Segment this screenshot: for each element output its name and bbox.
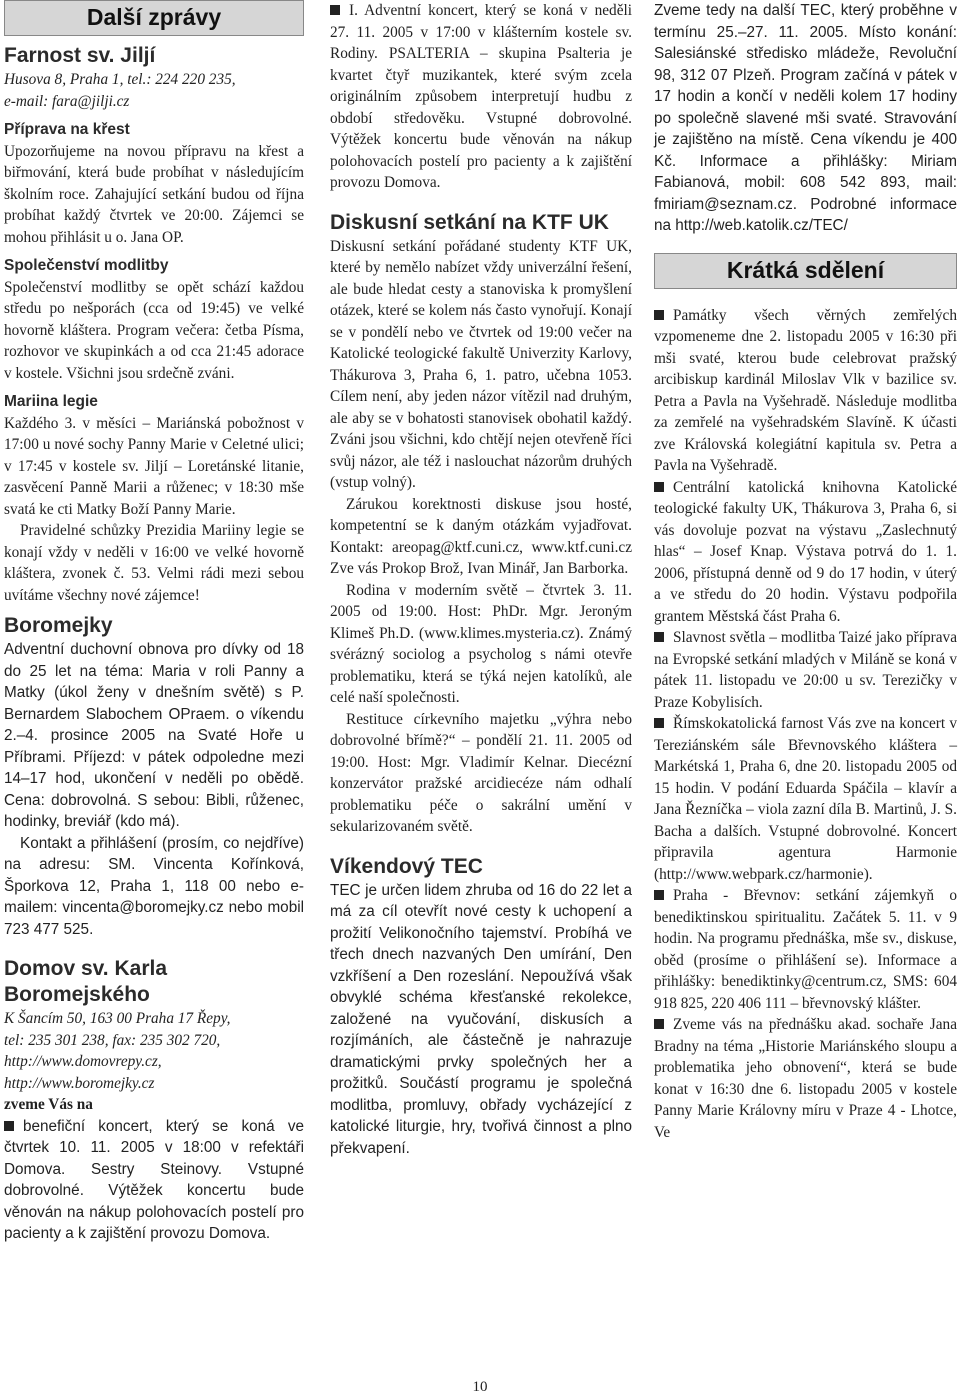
section-banner-dalsi-zpravy: Další zprávy (4, 0, 304, 36)
bullet-square-icon (654, 890, 664, 900)
paragraph-diskusni-2: Zárukou korektnosti diskuse jsou hosté, kompetentní se k daným otázkám vyjadřovat. Kontakt: areopag@ktf.cuni.cz, www.ktf.cuni.cz Zve vás Prokop Brož, Ivan Minář, Jan Barborka. (330, 495, 632, 577)
heading-vikendovy-tec: Víkendový TEC (330, 854, 483, 878)
list-item (654, 477, 957, 628)
list-item (654, 627, 957, 713)
paragraph-diskusni-3: Rodina v moderním světě – čtvrtek 3. 11. 2005 od 19:00. Host: PhDr. Mgr. Jeroným Klimeš Ph.D. (www.klimes.mysteria.cz). Známý svérázný sociolog a psycholog s námi otevře problematiku, která se týká nejen katolíků, ale celé naší společnosti. (330, 581, 632, 706)
heading-boromejky: Boromejky (4, 614, 113, 637)
paragraph-boromejky-2: Kontakt a přihlášení (prosím, co nejdříve) na adresu: SM. Vincenta Kořínková, Šporkova 12, Praha 1, 118 00 nebo e-mailem: vincenta@boromejky.cz nebo mobil 723 477 525. (4, 834, 304, 938)
paragraph-priprava: Upozorňujeme na novou přípravu na křest a biřmování, která bude probíhat v následujícím školním roce. Zahajující setkání budou od října probíhat každý čtvrtek ve 20:00. Zájemci se mohou přihlásit u o. Jana OP. (4, 142, 304, 246)
farnost-contact-line: e-mail: fara@jilji.cz (4, 92, 130, 110)
column-left (4, 0, 304, 1245)
bullet-square-icon (4, 1121, 14, 1131)
paragraph-mariina-1: Každého 3. v měsíci – Mariánská pobožnost v 17:00 u nové sochy Panny Marie v Celetné ulici; v 17:45 v kostele sv. Jiljí – Loretánské litanie, zasvěcení Panně Marii a růženec; v 18:30 mše svatá ke cti Matky Boží Panny Marie. (4, 414, 304, 518)
paragraph-spolecenstvi: Společenství modlitby se opět schází každou středu po nešporách (cca od 19:45) ve velké hovorně kláštera. Program večera: četba Písma, rozhovor ve skupinkách a od cca 21:45 adorace v kostele. Všichni jsou srdečně zváni. (4, 278, 304, 382)
list-item-text: Praha - Břevnov: setkání zájemkyň o benediktinskou spiritualitu. Začátek 5. 11. v 9 hodin. Na programu přednáška, mše sv., diskuse, oběd (prosíme o přihlášení se). Informace a přihlášky: benediktinky@centrum.cz, SMS: 604 918 825, 220 406 111 – břevnovský klášter. (654, 887, 957, 1012)
bullet-square-icon (654, 718, 664, 728)
list-item (654, 305, 957, 477)
heading-domov: Domov sv. Karla Boromejského (4, 957, 168, 1006)
paragraph-tec-continued: Zveme tedy na další TEC, který proběhne v termínu 25.–27. 11. 2005. Místo konání: Salesiánské středisko mládeže, Revoluční 98, 312 07 Plzeň. Program začíná v pátek v 17 hodin a končí v neděli kolem 17 hodiny po společně slavené mši svaté. Stravování je zajištěno na místě. Cena víkendu je 400 Kč. Informace a přihlášky: Miriam Fabianová, mobil: 608 542 893, mail: fmiriam@seznam.cz. Podrobné informace na http://web.katolik.cz/TEC/ (654, 2, 957, 234)
list-item (330, 0, 632, 194)
paragraph-diskusni-4: Restituce církevního majetku „výhra nebo dobrovolné břímě?“ – pondělí 21. 11. 2005 od 19:00. Host: Mgr. Vladimír Kelnar. Diecézní konzervátor pražské arcidiecéze nám odhalí problematiku péče o sakrální umění v sekularizovaném světě. (330, 710, 632, 835)
bullet-square-icon (654, 482, 664, 492)
domov-item-text: benefiční koncert, který se koná ve čtvrtek 10. 11. 2005 v 18:00 v refektáři Domova. Sestry Steinovy. Vstupné dobrovolné. Výtěžek koncertu bude věnován na nákup polohovacích postelí pro pacienty a k zajištění provozu Domova. (4, 1117, 304, 1242)
paragraph-mariina-2: Pravidelné schůzky Prezidia Mariiny legie se konají vždy v neděli v 16:00 ve velké hovorně kláštera, zvonek č. 53. Velmi rádi mezi sebou uvítáme všechny nové zájemce! (4, 522, 304, 604)
bullet-square-icon (654, 1019, 664, 1029)
heading-priprava: Příprava na křest (4, 121, 130, 138)
list-item (654, 1014, 957, 1143)
domov-address-line: tel: 235 301 238, fax: 235 302 720, (4, 1031, 221, 1049)
paragraph-vikendovy-tec: TEC je určen lidem zhruba od 16 do 22 let a má za cíl otevřít nové cesty k uchopení a prožití Velikonočního tajemství. Probíhá ve třech dnech nazvaných Den umírání, Den vzkříšení a Den rozeslání. Nepoužívá však obvyklé schéma křesťanské rekolekce, založené na vyučování, diskusích a rozjímáních, ale částečně je nahrazuje dramatickými prvky společných her a prožitků. Součástí programu je společná modlitba, promluvy, obřady vycházející z katolické liturgie, hry, tvořivá činnost a plno překvapení. (330, 881, 632, 1157)
list-item-text: Památky všech věrných zemřelých vzpomeneme dne 2. listopadu 2005 v 16:30 při mši svaté, kterou bude celebrovat pražský arcibiskup kardinál Miloslav Vlk v bazilice sv. Petra a Pavla na Vyšehradě. Následuje modlitba za zemřelé na vyšehradském Slavíně. K účasti zve Královská kolegiátní kapitula sv. Petra a Pavla na Vyšehradě. (654, 306, 957, 474)
list-item (4, 1116, 304, 1245)
heading-diskusni: Diskusní setkání na KTF UK (330, 210, 609, 234)
farnost-contact-line: Husova 8, Praha 1, tel.: 224 220 235, (4, 71, 236, 88)
bullet-square-icon (330, 5, 340, 15)
list-item (654, 713, 957, 885)
paragraph-boromejky-1: Adventní duchovní obnova pro dívky od 18 do 25 let na téma: Maria v roli Panny a Matky (úkol ženy v dnešním světě) s P. Bernardem Slabochem OPraem. o víkendu 2.–4. prosince 2005 na Svaté Hoře u Příbrami. Příjezd: v pátek odpoledne mezi 14–17 hod, ukončení v neděli po obědě. Cena: dobrovolná. S sebou: Bibli, růženec, hodinky, breviář (kdo má). (4, 641, 304, 830)
domov-invite: zveme Vás na (4, 1096, 93, 1113)
heading-mariina-legie: Mariina legie (4, 393, 98, 410)
list-item-text: Římskokatolická farnost Vás zve na koncert v Tereziánském sále Břevnovského kláštera – Markétská 1, Praha 6, dne 20. listopadu 2005 od 15 hodin. V podání Eduarda Spáčila – klavír a Jana Řezníčka – viola zazní díla B. Martinů, J. S. Bacha a dalších. Vstupné dobrovolné. Koncert připravila agentura Harmonie (http://www.webpark.cz/harmonie). (654, 715, 957, 883)
paragraph-diskusni-1: Diskusní setkání pořádané studenty KTF UK, které by nemělo nabízet vždy univerzální řešení, ale bude hledat cesty a stanoviska k promyšlení otázek, které se kolem nás často vynořují. Konají se v pondělí nebo ve čtvrtek od 19:00 večer na Katolické teologické fakultě Univerzity Karlovy, Thákurova 3, Praha 6, 1. patro, učebna 1053. Cílem není, aby jeden názor vítězil nad druhým, ale aby se v bohatosti stanovisek obohatil každý. Zváni jsou všichni, kdo chtějí nejen otevřeně říci svůj názor, ale též i naslouchat názorům druhých (vstup volný). (330, 237, 632, 491)
domov-address-line: K Šancím 50, 163 00 Praha 17 Řepy, (4, 1010, 231, 1027)
heading-farnost: Farnost sv. Jiljí (4, 44, 156, 67)
column-middle (330, 0, 632, 1159)
list-item-text: Centrální katolická knihovna Katolické teologické fakulty UK, Thákurova 3, Praha 6, si vás dovoluje pozvat na výstavu „Zaslechnutý hlas“ – Josef Knap. Výstava potrvá do 1. 1. 2006, přístupná denně od 9 do 17 hodin, v úterý a ve středu do 20 hodin. Výstavu podpořila grantem Městská část Praha 6. (654, 478, 957, 625)
page-number: 10 (472, 1379, 488, 1395)
bullet-square-icon (654, 632, 664, 642)
list-item-text: Slavnost světla – modlitba Taizé jako příprava na Evropské setkání mladých v Miláně se koná v pátek 11. listopadu ve 20:00 u sv. Terezičky v Praze Kobylisích. (654, 629, 957, 711)
section-banner-kratka-sdeleni: Krátká sdělení (654, 253, 957, 289)
bullet-square-icon (654, 310, 664, 320)
column-right (654, 0, 957, 1143)
domov-address-line: http://www.boromejky.cz (4, 1074, 155, 1092)
list-item-text: Zveme vás na přednášku akad. sochaře Jana Bradny na téma „Historie Mariánského sloupu a problematika jeho obnovení“, která se bude konat v 16:30 dne 6. listopadu 2005 v kostele Panny Marie Královny míru v Praze 4 - Lhotce, Ve (654, 1016, 957, 1141)
domov-address-line: http://www.domovrepy.cz, (4, 1053, 162, 1070)
list-item (654, 885, 957, 1014)
heading-spolecenstvi: Společenství modlitby (4, 257, 169, 274)
adventni-koncert-text: I. Adventní koncert, který se koná v neděli 27. 11. 2005 v 17:00 v klášterním kostele sv. Rodiny. PSALTERIA – skupina Psalteria je kvartet čtyř muzikantek, které svým zcela originálním způsobem interpretují hudbu z období středověku. Vstupné dobrovolné. Výtěžek koncertu bude věnován na nákup polohovacích postelí pro pacienty a k zajištění provozu Domova. (330, 2, 632, 191)
